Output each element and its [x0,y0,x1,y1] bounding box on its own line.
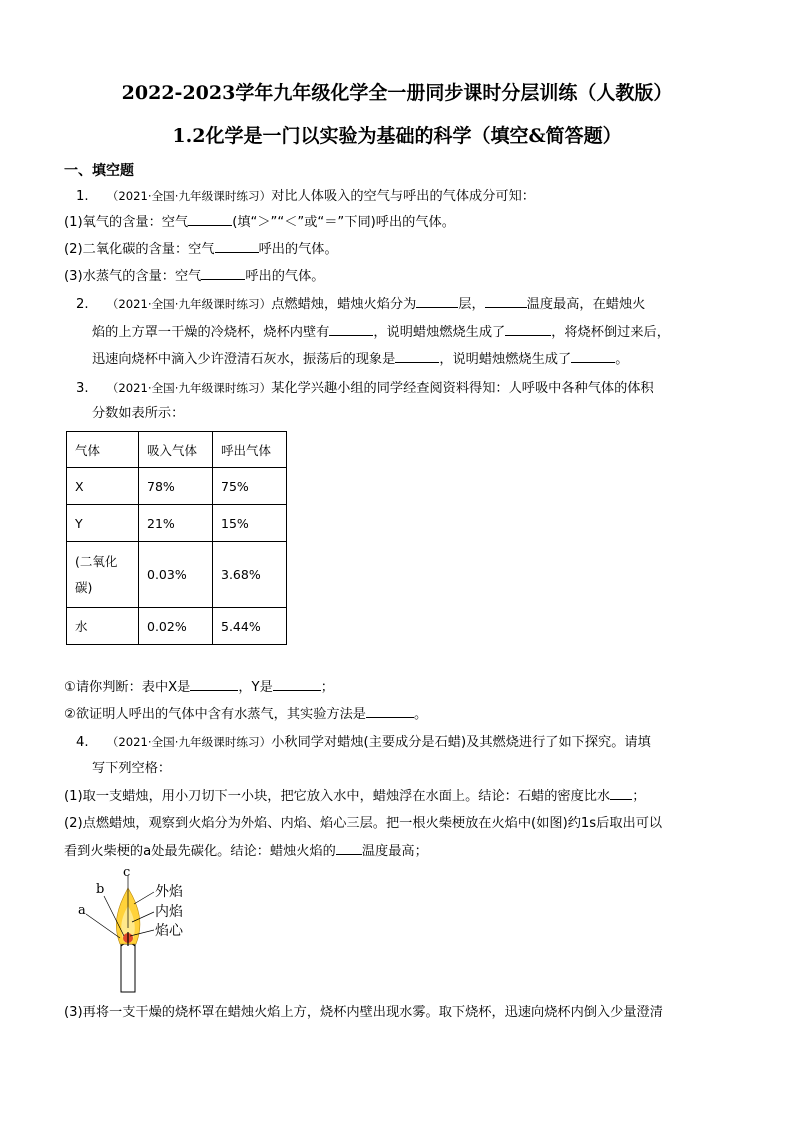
q4-part-2-line-1: (2)点燃蜡烛，观察到火焰分为外焰、内焰、焰心三层。把一根火柴梗放在火焰中(如图)约1s后取出可以 [64,816,663,831]
q1-item-3-text: (3)水蒸气的含量：空气 [64,269,202,284]
table-cell: 78% [139,468,213,505]
table-header: 气体 [67,432,139,468]
table-cell: 水 [67,608,139,645]
figure-label-outer-flame: 外焰 [155,884,183,900]
figure-label-a: a [78,903,86,918]
q1-number: 1. [76,189,89,204]
q1-item-1-text: (1)氧气的含量：空气 [64,215,189,230]
q1-stem [76,187,535,206]
gas-volume-table [66,431,287,645]
co2-label-line-2: 碳) [75,579,93,595]
q4-stem-text: 小秋同学对蜡烛(主要成分是石蜡)及其燃烧进行了如下探究。请填 [271,735,651,750]
q1-item-2-text: (2)二氧化碳的含量：空气 [64,242,215,257]
q3-item-1-text: ①请你判断：表中X是 [64,680,191,695]
q1-item-1 [64,213,455,232]
title-line-1: 2022-2023学年九年级化学全一册同步课时分层训练（人教版） [121,82,673,104]
q2-text-c1: 迅速向烧杯中滴入少许澄清石灰水，振荡后的现象是 [92,352,396,367]
q2-number: 2. [76,297,89,312]
section-heading: 一、填空题 [64,163,134,179]
q1-item-2 [64,240,338,259]
q3-item-1-mid: ，Y是 [238,680,273,695]
q3-item-1-tail: ； [320,680,334,695]
q3-stem-text: 某化学兴趣小组的同学经查阅资料得知：人呼吸中各种气体的体积 [271,381,654,396]
answer-blank[interactable] [610,787,632,800]
q2-line-2 [92,323,670,342]
candle-body [121,944,135,992]
q4-stem-line-1 [76,733,651,752]
answer-blank[interactable] [188,213,232,226]
answer-blank[interactable] [485,295,527,308]
q2-text-b1: 焰的上方罩一干燥的冷烧杯，烧杯内壁有 [92,325,330,340]
answer-blank[interactable] [201,267,245,280]
q1-item-3-tail: 呼出的气体。 [245,269,325,284]
table-cell: 15% [213,505,287,542]
table-cell [67,542,139,608]
q1-stem-text: 对比人体吸入的空气与呼出的气体成分可知： [271,189,535,204]
table-cell: 3.68% [213,542,287,608]
q4-source: （2021·全国·九年级课时练习） [106,735,272,749]
q3-item-2-tail: 。 [413,707,428,722]
answer-blank[interactable] [329,323,373,336]
table-cell: 75% [213,468,287,505]
q3-source: （2021·全国·九年级课时练习） [106,381,272,395]
table-cell: 21% [139,505,213,542]
q2-text-b2: ，说明蜡烛燃烧生成了 [373,325,506,340]
answer-blank[interactable] [366,705,414,718]
table-cell: Y [67,505,139,542]
q4-part-1-tail: ； [632,789,646,804]
answer-blank[interactable] [395,350,439,363]
q2-text-b3: ，将烧杯倒过来后， [551,325,670,340]
table-cell: X [67,468,139,505]
q4-number: 4. [76,735,89,750]
q2-line-3 [92,350,628,369]
q4-part-1 [64,787,645,806]
answer-blank[interactable] [416,295,458,308]
q4-stem-line-2: 写下列空格： [92,761,172,776]
table-header: 吸入气体 [139,432,213,468]
answer-blank[interactable] [571,350,615,363]
q3-number: 3. [76,381,89,396]
figure-label-inner-flame: 内焰 [155,904,183,920]
q2-line-1 [76,295,645,314]
q4-part-2-tail: 温度最高； [361,844,428,859]
q1-item-2-tail: 呼出的气体。 [258,242,338,257]
q2-text-a3: 温度最高，在蜡烛火 [526,297,646,312]
co2-label-line-1: (二氧化 [75,553,118,569]
q1-source: （2021·全国·九年级课时练习） [106,189,272,203]
answer-blank[interactable] [190,678,238,691]
table-cell: 0.02% [139,608,213,645]
q3-item-2-text: ②欲证明人呼出的气体中含有水蒸气，其实验方法是 [64,707,366,722]
q2-source: （2021·全国·九年级课时练习） [106,297,272,311]
q3-stem-line-2: 分数如表所示： [92,406,185,421]
q1-item-1-tail: (填“＞”“＜”或“＝”下同)呼出的气体。 [232,215,455,230]
answer-blank[interactable] [505,323,551,336]
q4-part-3: (3)再将一支干燥的烧杯罩在蜡烛火焰上方，烧杯内壁出现水雾。取下烧杯，迅速向烧杯内倒入少量澄清 [64,1005,663,1020]
q2-text-c3: 。 [615,352,629,367]
answer-blank[interactable] [215,240,259,253]
answer-blank[interactable] [336,842,362,855]
q2-text-a1: 点燃蜡烛，蜡烛火焰分为 [271,297,417,312]
figure-label-flame-core: 焰心 [155,923,183,939]
q3-item-2 [64,705,427,724]
table-cell: 0.03% [139,542,213,608]
q2-text-c2: ，说明蜡烛燃烧生成了 [439,352,572,367]
q3-stem-line-1 [76,379,654,398]
q4-part-1-text: (1)取一支蜡烛，用小刀切下一小块，把它放入水中，蜡烛浮在水面上。结论：石蜡的密度比水 [64,789,611,804]
table-cell: 5.44% [213,608,287,645]
title-line-2: 1.2化学是一门以实验为基础的科学（填空&简答题） [172,125,622,147]
q3-item-1 [64,678,334,697]
q4-part-2-line-2 [64,842,428,861]
figure-label-b: b [96,882,105,897]
figure-label-c: c [123,865,131,880]
table-header: 呼出气体 [213,432,287,468]
q1-item-3 [64,267,325,286]
q4-part-2-text: 看到火柴梗的a处最先碳化。结论：蜡烛火焰的 [64,844,336,859]
answer-blank[interactable] [273,678,321,691]
q2-text-a2: 层， [458,297,485,312]
